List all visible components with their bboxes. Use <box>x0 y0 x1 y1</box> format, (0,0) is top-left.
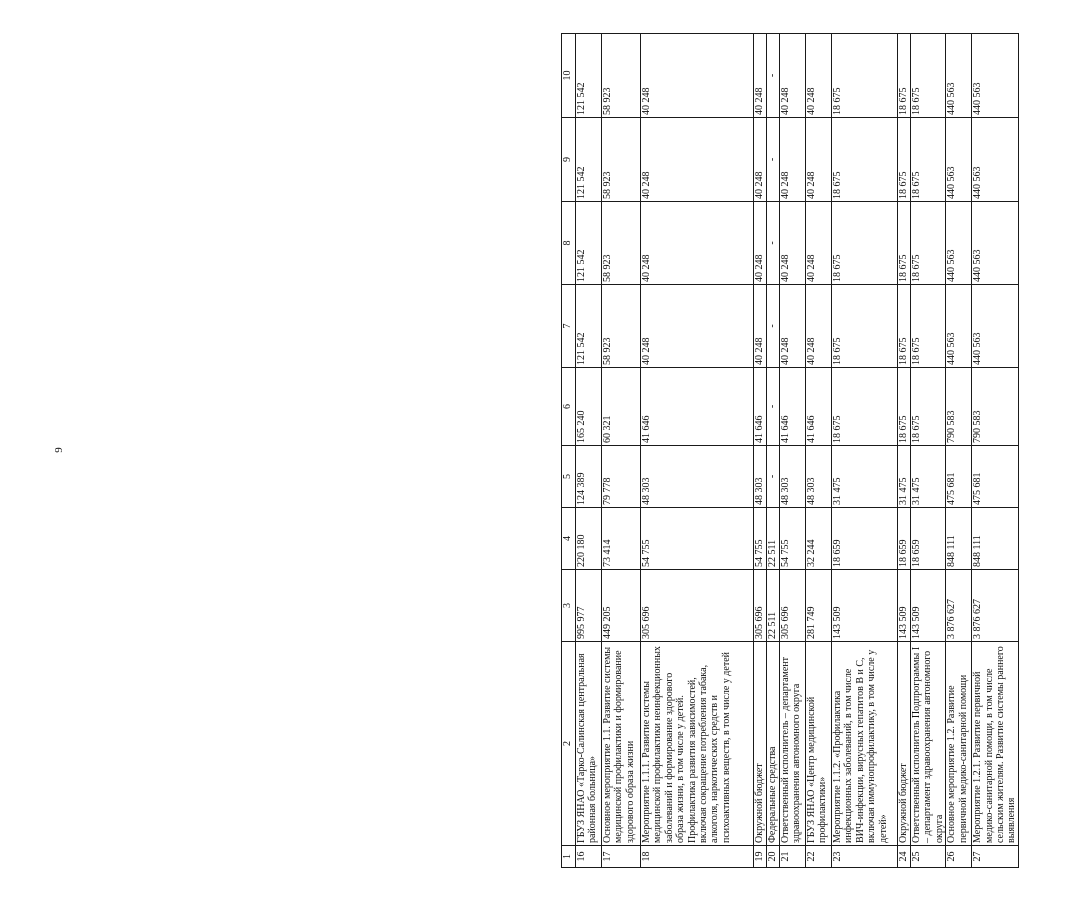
row-number: 22 <box>806 846 832 868</box>
table-body <box>562 34 1019 868</box>
col-header-4: 4 <box>562 508 576 570</box>
value-cell-col-7: 18 675 <box>911 285 946 368</box>
value-cell-col-7: 18 675 <box>832 285 898 368</box>
table-row <box>754 34 767 868</box>
value-cell-col-3: 3 876 627 <box>972 570 1019 642</box>
value-cell-col-9: 440 563 <box>946 118 972 202</box>
value-cell-col-4: 32 244 <box>806 508 832 570</box>
value-cell-col-4: 220 180 <box>576 508 602 570</box>
col-header-7: 7 <box>562 285 576 368</box>
value-cell-col-6: 18 675 <box>832 368 898 446</box>
value-cell-col-10: 40 248 <box>641 34 754 118</box>
value-cell-col-4: 848 111 <box>972 508 1019 570</box>
value-cell-col-7: 40 248 <box>754 285 767 368</box>
value-cell-col-3: 3 876 627 <box>946 570 972 642</box>
value-cell-col-10: 40 248 <box>754 34 767 118</box>
col-header-3: 3 <box>562 570 576 642</box>
value-cell-col-10: 121 542 <box>576 34 602 118</box>
value-cell-col-6: 790 583 <box>946 368 972 446</box>
value-cell-col-3: 305 696 <box>780 570 806 642</box>
value-cell-col-10: 440 563 <box>946 34 972 118</box>
row-name: Окружной бюджет <box>898 642 911 846</box>
value-cell-col-6: 165 240 <box>576 368 602 446</box>
value-cell-col-5: 48 303 <box>641 446 754 508</box>
table-row <box>767 34 780 868</box>
value-cell-col-8: 440 563 <box>972 202 1019 285</box>
value-cell-col-9: 40 248 <box>754 118 767 202</box>
value-cell-col-9: 40 248 <box>780 118 806 202</box>
row-name: Мероприятие 1.1.2. «Профилактика инфекционных заболеваний, в том числе ВИЧ-инфекции, вирусных гепатитов В и С, включая иммунопрофилактику, в том числе у детей» <box>832 642 898 846</box>
table-row <box>898 34 911 868</box>
value-cell-col-7: 121 542 <box>576 285 602 368</box>
value-cell-col-10: - <box>767 34 780 118</box>
value-cell-col-5: 48 303 <box>780 446 806 508</box>
value-cell-col-6: 790 583 <box>972 368 1019 446</box>
value-cell-col-10: 40 248 <box>780 34 806 118</box>
value-cell-col-10: 40 248 <box>806 34 832 118</box>
value-cell-col-4: 54 755 <box>754 508 767 570</box>
value-cell-col-3: 281 749 <box>806 570 832 642</box>
value-cell-col-10: 58 923 <box>602 34 641 118</box>
row-name: Мероприятие 1.2.1. Развитие первичной медико-санитарной помощи, в том числе сельским жителям. Развитие системы раннего выявления <box>972 642 1019 846</box>
value-cell-col-8: 440 563 <box>946 202 972 285</box>
row-number: 20 <box>767 846 780 868</box>
value-cell-col-4: 848 111 <box>946 508 972 570</box>
value-cell-col-7: 58 923 <box>602 285 641 368</box>
rotated-table-container <box>561 34 1091 868</box>
value-cell-col-9: 18 675 <box>911 118 946 202</box>
value-cell-col-5: 475 681 <box>972 446 1019 508</box>
value-cell-col-4: 18 659 <box>898 508 911 570</box>
table-row <box>946 34 972 868</box>
value-cell-col-4: 54 755 <box>780 508 806 570</box>
value-cell-col-3: 143 509 <box>832 570 898 642</box>
col-header-6: 6 <box>562 368 576 446</box>
value-cell-col-4: 54 755 <box>641 508 754 570</box>
value-cell-col-9: 18 675 <box>898 118 911 202</box>
value-cell-col-10: 18 675 <box>832 34 898 118</box>
row-name: Основное мероприятие 1.1. Развитие системы медицинской профилактики и формирование здорового образа жизни <box>602 642 641 846</box>
value-cell-col-3: 995 977 <box>576 570 602 642</box>
table-row <box>832 34 898 868</box>
value-cell-col-7: 18 675 <box>898 285 911 368</box>
value-cell-col-6: 41 646 <box>806 368 832 446</box>
row-number: 21 <box>780 846 806 868</box>
row-number: 17 <box>602 846 641 868</box>
table-row <box>911 34 946 868</box>
value-cell-col-5: 48 303 <box>754 446 767 508</box>
col-header-2: 2 <box>562 642 576 846</box>
value-cell-col-6: 41 646 <box>780 368 806 446</box>
value-cell-col-6: 18 675 <box>911 368 946 446</box>
value-cell-col-5: 124 389 <box>576 446 602 508</box>
value-cell-col-6: - <box>767 368 780 446</box>
row-number: 25 <box>911 846 946 868</box>
col-header-8: 8 <box>562 202 576 285</box>
value-cell-col-8: 40 248 <box>641 202 754 285</box>
value-cell-col-5: 475 681 <box>946 446 972 508</box>
value-cell-col-6: 60 321 <box>602 368 641 446</box>
row-number: 19 <box>754 846 767 868</box>
value-cell-col-5: 48 303 <box>806 446 832 508</box>
value-cell-col-7: 40 248 <box>641 285 754 368</box>
value-cell-col-8: 18 675 <box>832 202 898 285</box>
value-cell-col-5: - <box>767 446 780 508</box>
value-cell-col-4: 18 659 <box>832 508 898 570</box>
value-cell-col-9: 40 248 <box>806 118 832 202</box>
value-cell-col-3: 143 509 <box>898 570 911 642</box>
page-number: 9 <box>52 447 65 453</box>
value-cell-col-9: 18 675 <box>832 118 898 202</box>
value-cell-col-8: 121 542 <box>576 202 602 285</box>
value-cell-col-3: 449 205 <box>602 570 641 642</box>
value-cell-col-10: 18 675 <box>911 34 946 118</box>
value-cell-col-5: 31 475 <box>832 446 898 508</box>
value-cell-col-3: 305 696 <box>641 570 754 642</box>
col-header-5: 5 <box>562 446 576 508</box>
value-cell-col-5: 31 475 <box>911 446 946 508</box>
value-cell-col-8: 58 923 <box>602 202 641 285</box>
value-cell-col-6: 18 675 <box>898 368 911 446</box>
column-header-row <box>562 34 576 868</box>
table-row <box>780 34 806 868</box>
value-cell-col-8: 18 675 <box>911 202 946 285</box>
table-row <box>972 34 1019 868</box>
value-cell-col-4: 18 659 <box>911 508 946 570</box>
value-cell-col-6: 41 646 <box>641 368 754 446</box>
value-cell-col-8: - <box>767 202 780 285</box>
row-number: 27 <box>972 846 1019 868</box>
value-cell-col-3: 22 511 <box>767 570 780 642</box>
budget-table <box>561 33 1019 868</box>
value-cell-col-8: 40 248 <box>780 202 806 285</box>
row-name: Окружной бюджет <box>754 642 767 846</box>
col-header-9: 9 <box>562 118 576 202</box>
row-name: Мероприятие 1.1.1. Развитие системы медицинской профилактики неинфекционных заболеваний и формирование здорового образа жизни, в том числе у детей. Профилактика развития зависимостей, включая сокращение потребления табака, алкоголя, наркотических средств и психоактивных веществ, в том числе у детей <box>641 642 754 846</box>
value-cell-col-7: - <box>767 285 780 368</box>
value-cell-col-9: 121 542 <box>576 118 602 202</box>
value-cell-col-9: 40 248 <box>641 118 754 202</box>
value-cell-col-7: 40 248 <box>780 285 806 368</box>
value-cell-col-7: 40 248 <box>806 285 832 368</box>
value-cell-col-6: 41 646 <box>754 368 767 446</box>
row-number: 18 <box>641 846 754 868</box>
row-number: 16 <box>576 846 602 868</box>
value-cell-col-9: 58 923 <box>602 118 641 202</box>
value-cell-col-4: 22 511 <box>767 508 780 570</box>
row-name: Основное мероприятие 1.2. Развитие первичной медико-санитарной помощи <box>946 642 972 846</box>
value-cell-col-7: 440 563 <box>946 285 972 368</box>
value-cell-col-10: 18 675 <box>898 34 911 118</box>
value-cell-col-3: 143 509 <box>911 570 946 642</box>
col-header-10: 10 <box>562 34 576 118</box>
row-name: Ответственный исполнитель Подпрограммы I – департамент здравоохранения автономного округа <box>911 642 946 846</box>
value-cell-col-3: 305 696 <box>754 570 767 642</box>
value-cell-col-4: 73 414 <box>602 508 641 570</box>
row-name: ГБУЗ ЯНАО «Тарко-Салинская центральная районная больница» <box>576 642 602 846</box>
value-cell-col-5: 31 475 <box>898 446 911 508</box>
row-number: 26 <box>946 846 972 868</box>
table-row <box>806 34 832 868</box>
col-header-1: 1 <box>562 846 576 868</box>
row-name: Ответственный исполнитель – департамент здравоохранения автономного округа <box>780 642 806 846</box>
value-cell-col-7: 440 563 <box>972 285 1019 368</box>
row-number: 24 <box>898 846 911 868</box>
value-cell-col-8: 40 248 <box>754 202 767 285</box>
value-cell-col-5: 79 778 <box>602 446 641 508</box>
table-row <box>576 34 602 868</box>
value-cell-col-9: - <box>767 118 780 202</box>
value-cell-col-8: 18 675 <box>898 202 911 285</box>
value-cell-col-9: 440 563 <box>972 118 1019 202</box>
value-cell-col-10: 440 563 <box>972 34 1019 118</box>
row-number: 23 <box>832 846 898 868</box>
table-row <box>641 34 754 868</box>
table-row <box>602 34 641 868</box>
row-name: ГБУЗ ЯНАО «Центр медицинской профилактики» <box>806 642 832 846</box>
row-name: Федеральные средства <box>767 642 780 846</box>
value-cell-col-8: 40 248 <box>806 202 832 285</box>
